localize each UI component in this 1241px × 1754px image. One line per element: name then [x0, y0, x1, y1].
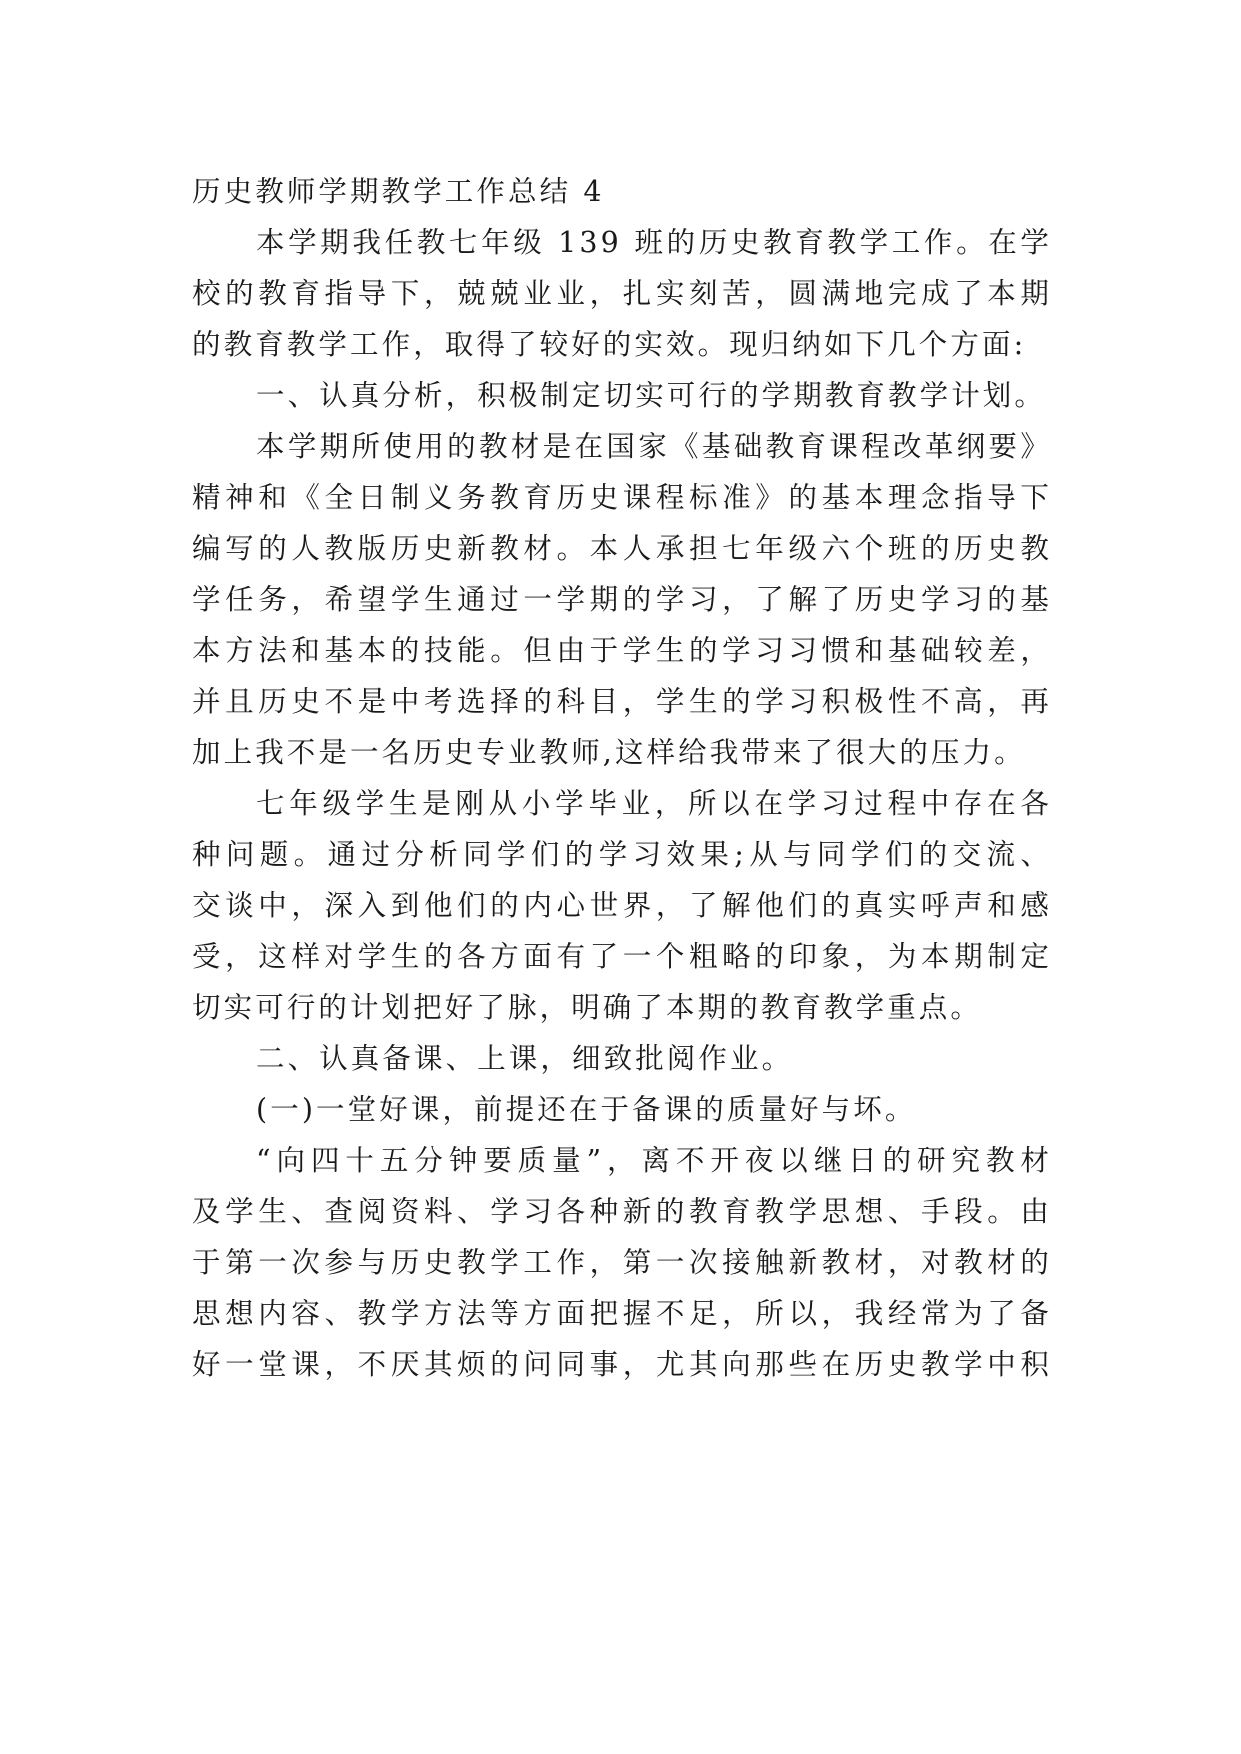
text-line: 二、认真备课、上课，细致批阅作业。 [256, 1042, 794, 1075]
text-line: “向四十五分钟要质量”，离不开夜以继日的研究教材 [256, 1144, 1052, 1177]
section-heading-one [192, 370, 1052, 421]
section-heading-two [192, 1033, 1052, 1084]
text-line: 学任务，希望学生通过一学期的学习，了解了历史学习的基 [192, 583, 1052, 616]
paragraph-intro [192, 217, 1052, 370]
text-line: 本方法和基本的技能。但由于学生的学习习惯和基础较差， [192, 634, 1052, 667]
text-line: 及学生、查阅资料、学习各种新的教育教学思想、手段。由 [192, 1195, 1052, 1228]
text-line: 切实可行的计划把好了脉，明确了本期的教育教学重点。 [192, 991, 983, 1024]
document-body [192, 166, 1052, 1390]
text-line: (一)一堂好课，前提还在于备课的质量好与坏。 [256, 1093, 917, 1126]
text-line: 的教育教学工作，取得了较好的实效。现归纳如下几个方面: [192, 328, 1027, 361]
text-line: 编写的人教版历史新教材。本人承担七年级六个班的历史教 [192, 532, 1052, 565]
text-line: 好一堂课，不厌其烦的问同事，尤其向那些在历史教学中积 [192, 1348, 1052, 1381]
paragraph-textbook [192, 421, 1052, 778]
text-line: 种问题。通过分析同学们的学习效果;从与同学们的交流、 [192, 838, 1052, 871]
paragraph-students [192, 778, 1052, 1033]
text-line: 校的教育指导下，兢兢业业，扎实刻苦，圆满地完成了本期 [192, 277, 1052, 310]
text-line: 交谈中，深入到他们的内心世界，了解他们的真实呼声和感 [192, 889, 1052, 922]
text-line: 本学期我任教七年级 139 班的历史教育教学工作。在学 [256, 226, 1052, 259]
text-line: 并且历史不是中考选择的科目，学生的学习积极性不高，再 [192, 685, 1052, 718]
text-line: 本学期所使用的教材是在国家《基础教育课程改革纲要》 [256, 430, 1052, 463]
text-line: 精神和《全日制义务教育历史课程标准》的基本理念指导下 [192, 481, 1052, 514]
text-line: 受，这样对学生的各方面有了一个粗略的印象，为本期制定 [192, 940, 1052, 973]
paragraph-lesson-prep [192, 1135, 1052, 1390]
text-line: 七年级学生是刚从小学毕业，所以在学习过程中存在各 [256, 787, 1052, 820]
text-line: 一、认真分析，积极制定切实可行的学期教育教学计划。 [256, 379, 1047, 412]
text-line: 于第一次参与历史教学工作，第一次接触新教材，对教材的 [192, 1246, 1052, 1279]
text-line: 加上我不是一名历史专业教师,这样给我带来了很大的压力。 [192, 736, 1026, 769]
text-line: 思想内容、教学方法等方面把握不足，所以，我经常为了备 [192, 1297, 1052, 1330]
subsection-heading-one [192, 1084, 1052, 1135]
document-title: 历史教师学期教学工作总结 4 [192, 175, 605, 208]
